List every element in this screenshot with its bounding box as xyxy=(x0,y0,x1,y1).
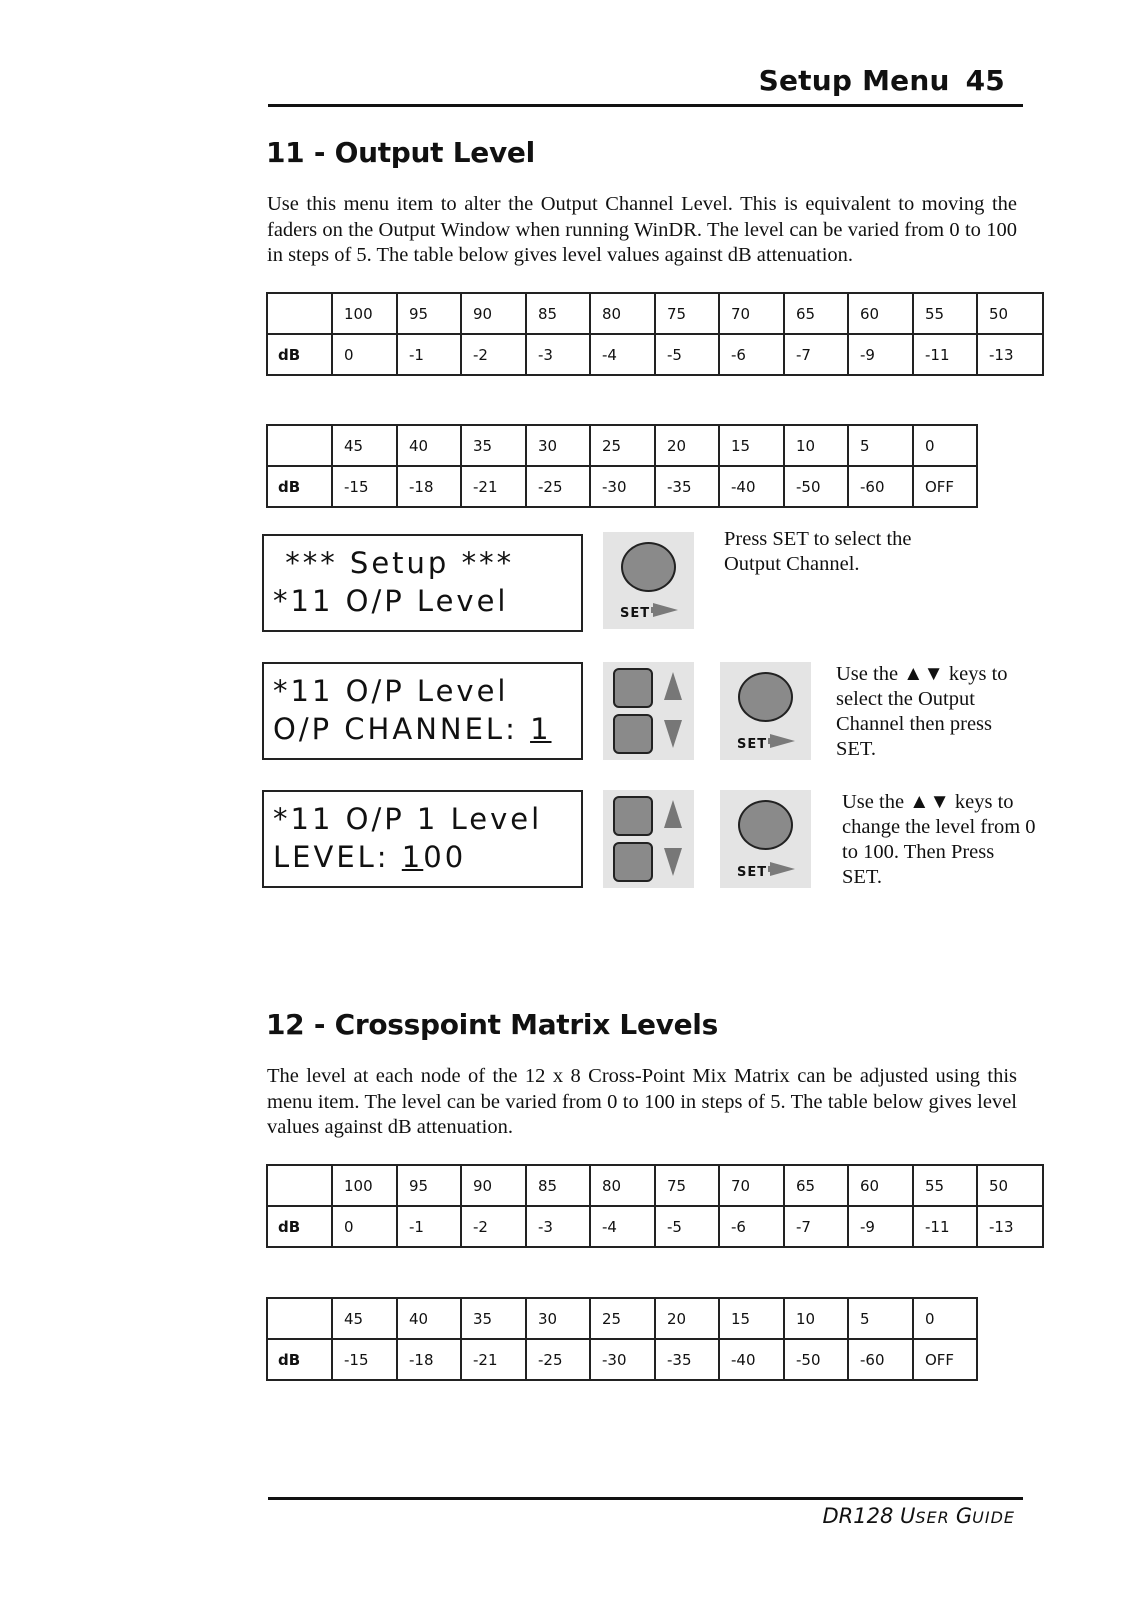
level-cell: 55 xyxy=(913,1165,977,1206)
level-cell: 90 xyxy=(461,1165,526,1206)
lcd-line-1: *11 O/P 1 Level xyxy=(273,802,543,836)
db-cell: -4 xyxy=(590,1206,655,1247)
lcd-display-channel xyxy=(262,662,583,760)
level-cell: 90 xyxy=(461,293,526,334)
db-cell: -9 xyxy=(848,334,913,375)
up-key-button[interactable] xyxy=(613,668,653,708)
level-cell: 30 xyxy=(526,1298,590,1339)
db-cell: -60 xyxy=(848,1339,913,1380)
set-button[interactable] xyxy=(621,542,676,592)
db-cell: -35 xyxy=(655,1339,719,1380)
section-11-heading: 11 - Output Level xyxy=(266,136,535,169)
lcd-level-label: LEVEL: xyxy=(273,840,402,874)
db-cell: -21 xyxy=(461,1339,526,1380)
db-cell: -18 xyxy=(397,1339,461,1380)
level-cell: 35 xyxy=(461,1298,526,1339)
db-cell: -30 xyxy=(590,1339,655,1380)
level-cell: 45 xyxy=(332,425,397,466)
db-cell: -9 xyxy=(848,1206,913,1247)
footer-product: DR128 xyxy=(822,1504,901,1528)
down-arrow-icon xyxy=(664,848,682,876)
db-cell: OFF xyxy=(913,1339,977,1380)
level-cell: 75 xyxy=(655,1165,719,1206)
level-row xyxy=(267,1298,977,1339)
db-cell: -5 xyxy=(655,334,719,375)
db-cell: -1 xyxy=(397,334,461,375)
level-cell: 35 xyxy=(461,425,526,466)
section-12-body: The level at each node of the 12 x 8 Cross-Point Mix Matrix can be adjusted using this menu item. The level can be varied from 0 to 100 in steps of 5. The table below gives level values against dB attenuation. xyxy=(267,1065,1017,1138)
db-cell: -21 xyxy=(461,466,526,507)
db-row-label: dB xyxy=(267,466,332,507)
level-cell: 60 xyxy=(848,293,913,334)
instruction-note-2: Use the ▲▼ keys to select the Output Channel then press SET. xyxy=(836,663,1008,760)
level-cell: 25 xyxy=(590,1298,655,1339)
footer-title xyxy=(822,1504,1015,1528)
db-cell: 0 xyxy=(332,334,397,375)
level-cell: 25 xyxy=(590,425,655,466)
lcd-line-2 xyxy=(273,710,581,748)
level-cell: 100 xyxy=(332,1165,397,1206)
db-cell: -5 xyxy=(655,1206,719,1247)
set-button[interactable] xyxy=(738,800,793,850)
db-cell: -40 xyxy=(719,1339,784,1380)
level-table-1 xyxy=(266,292,1044,376)
level-cell: 20 xyxy=(655,1298,719,1339)
db-row xyxy=(267,466,977,507)
level-row xyxy=(267,1165,1043,1206)
db-cell: -18 xyxy=(397,466,461,507)
level-table-2 xyxy=(266,424,978,508)
db-cell: -11 xyxy=(913,1206,977,1247)
level-cell: 5 xyxy=(848,425,913,466)
lcd-line-1: *11 O/P Level xyxy=(273,674,509,708)
down-key-button[interactable] xyxy=(613,714,653,754)
set-label: SET xyxy=(620,606,651,621)
section-12-heading: 12 - Crosspoint Matrix Levels xyxy=(266,1008,718,1041)
lcd-line-2 xyxy=(273,838,581,876)
header-rule xyxy=(268,104,1023,107)
db-cell: -2 xyxy=(461,1206,526,1247)
db-cell: -4 xyxy=(590,334,655,375)
db-cell: -7 xyxy=(784,1206,848,1247)
level-cell: 85 xyxy=(526,293,590,334)
lcd-level-digits: 00 xyxy=(423,840,467,874)
set-label: SET xyxy=(737,865,768,880)
lcd-line-2: *11 O/P Level xyxy=(273,584,509,618)
level-cell: 15 xyxy=(719,1298,784,1339)
level-cell: 10 xyxy=(784,1298,848,1339)
level-row xyxy=(267,293,1043,334)
db-cell: -1 xyxy=(397,1206,461,1247)
level-cell: 85 xyxy=(526,1165,590,1206)
db-cell: -6 xyxy=(719,1206,784,1247)
level-cell: 40 xyxy=(397,425,461,466)
lcd-channel-value: 1 xyxy=(530,712,552,746)
up-key-button[interactable] xyxy=(613,796,653,836)
db-row-label: dB xyxy=(267,334,332,375)
header-title: Setup Menu xyxy=(758,64,950,97)
db-cell: -25 xyxy=(526,466,590,507)
db-row xyxy=(267,334,1043,375)
db-cell: -15 xyxy=(332,466,397,507)
table-corner-cell xyxy=(267,293,332,334)
level-cell: 95 xyxy=(397,293,461,334)
db-cell: -13 xyxy=(977,1206,1043,1247)
set-arrow-icon xyxy=(653,603,678,617)
db-cell: -2 xyxy=(461,334,526,375)
db-row xyxy=(267,1339,977,1380)
section-11-body: Use this menu item to alter the Output Channel Level. This is equivalent to moving the faders on the Output Window when running WinDR. The level can be varied from 0 to 100 in steps of 5. The table below gives level values against dB attenuation. xyxy=(267,193,1017,266)
footer-g: G xyxy=(955,1504,973,1528)
instruction-note-1: Press SET to select the Output Channel. xyxy=(724,528,912,575)
db-cell: -60 xyxy=(848,466,913,507)
lcd-channel-label: O/P CHANNEL: xyxy=(273,712,531,746)
level-row xyxy=(267,425,977,466)
db-cell: -30 xyxy=(590,466,655,507)
db-cell: -50 xyxy=(784,1339,848,1380)
db-cell: -13 xyxy=(977,334,1043,375)
db-cell: -35 xyxy=(655,466,719,507)
db-row-label: dB xyxy=(267,1206,332,1247)
level-cell: 45 xyxy=(332,1298,397,1339)
db-row-label: dB xyxy=(267,1339,332,1380)
level-cell: 10 xyxy=(784,425,848,466)
level-cell: 5 xyxy=(848,1298,913,1339)
level-cell: 70 xyxy=(719,1165,784,1206)
db-cell: -15 xyxy=(332,1339,397,1380)
db-cell: -6 xyxy=(719,334,784,375)
footer-uide: UIDE xyxy=(972,1508,1015,1527)
level-cell: 15 xyxy=(719,425,784,466)
level-cell: 0 xyxy=(913,1298,977,1339)
level-cell: 80 xyxy=(590,293,655,334)
footer-rule xyxy=(268,1497,1023,1500)
level-cell: 60 xyxy=(848,1165,913,1206)
db-cell: OFF xyxy=(913,466,977,507)
level-cell: 20 xyxy=(655,425,719,466)
lcd-line-1: *** Setup *** xyxy=(273,546,515,580)
lcd-display-level xyxy=(262,790,583,888)
level-cell: 50 xyxy=(977,293,1043,334)
db-cell: -3 xyxy=(526,1206,590,1247)
db-cell: -25 xyxy=(526,1339,590,1380)
footer-u: U xyxy=(900,1504,916,1528)
set-label: SET xyxy=(737,737,768,752)
db-cell: -40 xyxy=(719,466,784,507)
arrow-keypad xyxy=(603,790,694,888)
level-cell: 80 xyxy=(590,1165,655,1206)
db-cell: -11 xyxy=(913,334,977,375)
level-table-4 xyxy=(266,1297,978,1381)
db-cell: 0 xyxy=(332,1206,397,1247)
level-cell: 75 xyxy=(655,293,719,334)
set-keypad xyxy=(720,662,811,760)
db-row xyxy=(267,1206,1043,1247)
set-arrow-icon xyxy=(770,734,795,748)
level-cell: 70 xyxy=(719,293,784,334)
down-arrow-icon xyxy=(664,720,682,748)
level-table-3 xyxy=(266,1164,1044,1248)
up-arrow-icon xyxy=(664,672,682,700)
running-header xyxy=(759,64,1005,97)
db-cell: -50 xyxy=(784,466,848,507)
lcd-level-cursor-digit: 1 xyxy=(401,840,424,874)
instruction-note-3: Use the ▲▼ keys to change the level from 0 to 100. Then Press SET. xyxy=(842,791,1036,888)
level-cell: 30 xyxy=(526,425,590,466)
set-arrow-icon xyxy=(770,862,795,876)
level-cell: 0 xyxy=(913,425,977,466)
level-cell: 50 xyxy=(977,1165,1043,1206)
footer-ser: SER xyxy=(915,1508,956,1527)
lcd-display-setup xyxy=(262,534,583,632)
set-button[interactable] xyxy=(738,672,793,722)
table-corner-cell xyxy=(267,1165,332,1206)
table-corner-cell xyxy=(267,1298,332,1339)
table-corner-cell xyxy=(267,425,332,466)
level-cell: 100 xyxy=(332,293,397,334)
set-keypad xyxy=(720,790,811,888)
level-cell: 65 xyxy=(784,1165,848,1206)
db-cell: -7 xyxy=(784,334,848,375)
down-key-button[interactable] xyxy=(613,842,653,882)
up-arrow-icon xyxy=(664,800,682,828)
page-number: 45 xyxy=(965,64,1005,97)
arrow-keypad xyxy=(603,662,694,760)
set-keypad xyxy=(603,532,694,629)
db-cell: -3 xyxy=(526,334,590,375)
level-cell: 65 xyxy=(784,293,848,334)
level-cell: 55 xyxy=(913,293,977,334)
level-cell: 95 xyxy=(397,1165,461,1206)
level-cell: 40 xyxy=(397,1298,461,1339)
